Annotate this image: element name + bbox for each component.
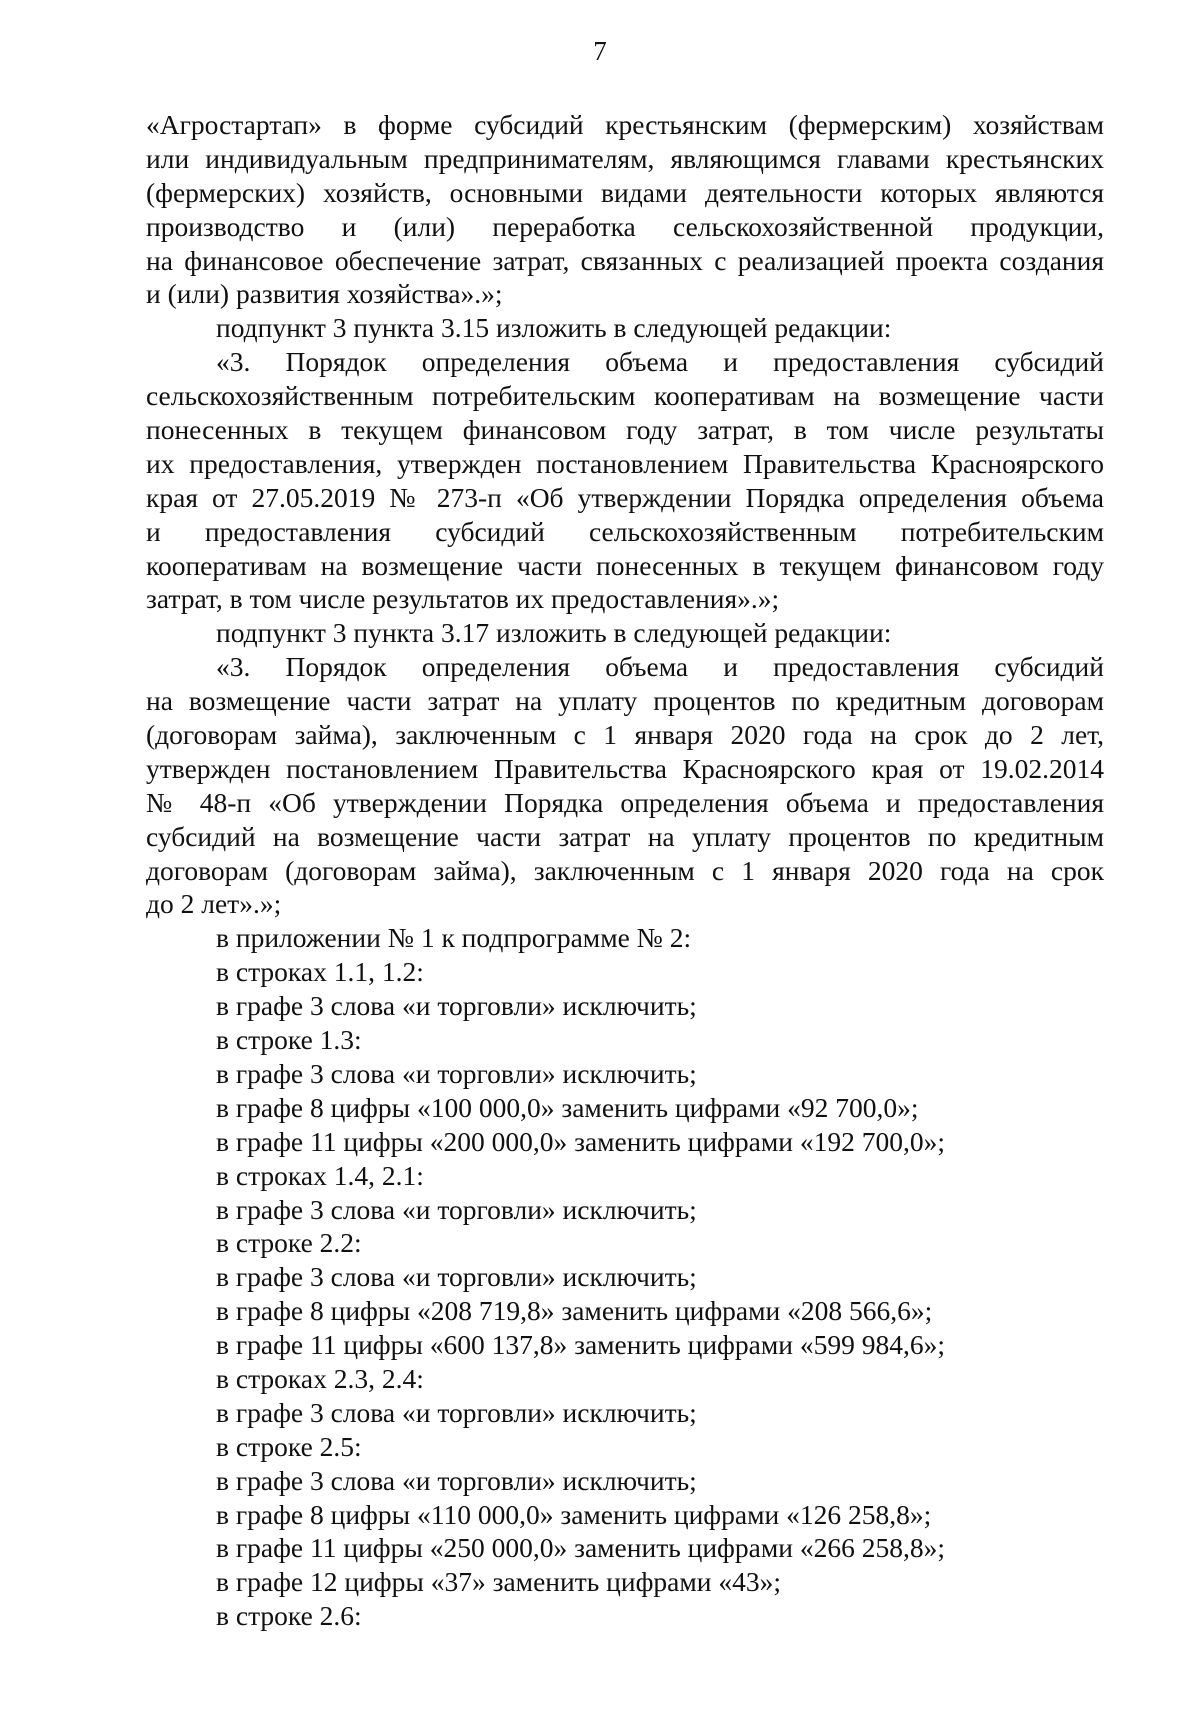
text-line: в графе 3 слова «и торговли» исключить; [216,1193,697,1225]
text-line: или индивидуальным предпринимателям, являющимся главами крестьянских [146,142,1104,174]
text-line: в графе 11 цифры «250 000,0» заменить цифрами «266 258,8»; [216,1532,945,1564]
text-line: в графе 11 цифры «600 137,8» заменить цифрами «599 984,6»; [216,1329,945,1361]
text-line: утвержден постановлением Правительства Красноярского края от 19.02.2014 [146,752,1104,784]
text-line: до 2 лет».»; [146,888,282,920]
page-number: 7 [593,36,607,66]
text-line: «3. Порядок определения объема и предоставления субсидий [216,346,1104,378]
text-line: понесенных в текущем финансовом году затрат, в том числе результаты [146,414,1104,446]
text-line: в графе 8 цифры «110 000,0» заменить цифрами «126 258,8»; [216,1498,932,1530]
text-line: в строке 1.3: [216,1024,362,1056]
text-line: в строке 2.2: [216,1227,362,1259]
text-line: договорам (договорам займа), заключенным с 1 января 2020 года на срок [146,854,1104,886]
text-line: подпункт 3 пункта 3.17 изложить в следующей редакции: [216,617,892,649]
text-line: в графе 3 слова «и торговли» исключить; [216,1261,697,1293]
text-line: в приложении № 1 к подпрограмме № 2: [216,922,692,954]
text-line: и (или) развития хозяйства».»; [146,278,503,310]
text-line: подпункт 3 пункта 3.15 изложить в следующей редакции: [216,312,892,344]
document-body [146,108,1104,1633]
text-line: «Агростартап» в форме субсидий крестьянским (фермерским) хозяйствам [146,109,1104,140]
text-line: на возмещение части затрат на уплату процентов по кредитным договорам [146,685,1104,717]
text-line: «3. Порядок определения объема и предоставления субсидий [216,651,1104,683]
text-line: производство и (или) переработка сельскохозяйственной продукции, [146,210,1104,242]
text-line: в графе 3 слова «и торговли» исключить; [216,1464,697,1496]
text-line: в строках 1.4, 2.1: [216,1159,424,1191]
text-line: (фермерских) хозяйств, основными видами деятельности которых являются [146,176,1104,208]
text-line: (договорам займа), заключенным с 1 января 2020 года на срок до 2 лет, [146,719,1104,751]
text-line: в графе 8 цифры «100 000,0» заменить цифрами «92 700,0»; [216,1091,919,1123]
text-line: кооперативам на возмещение части понесенных в текущем финансовом году [146,549,1104,581]
text-line: сельскохозяйственным потребительским кооперативам на возмещение части [146,380,1104,412]
text-line: на финансовое обеспечение затрат, связанных с реализацией проекта создания [146,244,1104,276]
text-line: в строке 2.6: [216,1600,362,1632]
text-line: затрат, в том числе результатов их предоставления».»; [146,583,780,615]
text-line: в графе 3 слова «и торговли» исключить; [216,990,697,1022]
text-line: в строке 2.5: [216,1430,362,1462]
text-line: в строках 1.1, 1.2: [216,956,424,988]
text-line: и предоставления субсидий сельскохозяйственным потребительским [146,515,1104,547]
text-line: в графе 12 цифры «37» заменить цифрами «43»; [216,1566,781,1598]
text-line: их предоставления, утвержден постановлением Правительства Красноярского [146,447,1104,479]
text-line: № 48-п «Об утверждении Порядка определения объема и предоставления [146,786,1104,818]
text-line: в строках 2.3, 2.4: [216,1362,424,1394]
text-line: в графе 11 цифры «200 000,0» заменить цифрами «192 700,0»; [216,1125,945,1157]
text-line: субсидий на возмещение части затрат на уплату процентов по кредитным [146,820,1104,852]
text-line: в графе 8 цифры «208 719,8» заменить цифрами «208 566,6»; [216,1295,933,1327]
text-line: в графе 3 слова «и торговли» исключить; [216,1057,697,1089]
text-line: края от 27.05.2019 № 273-п «Об утверждении Порядка определения объема [146,481,1104,513]
text-line: в графе 3 слова «и торговли» исключить; [216,1396,697,1428]
